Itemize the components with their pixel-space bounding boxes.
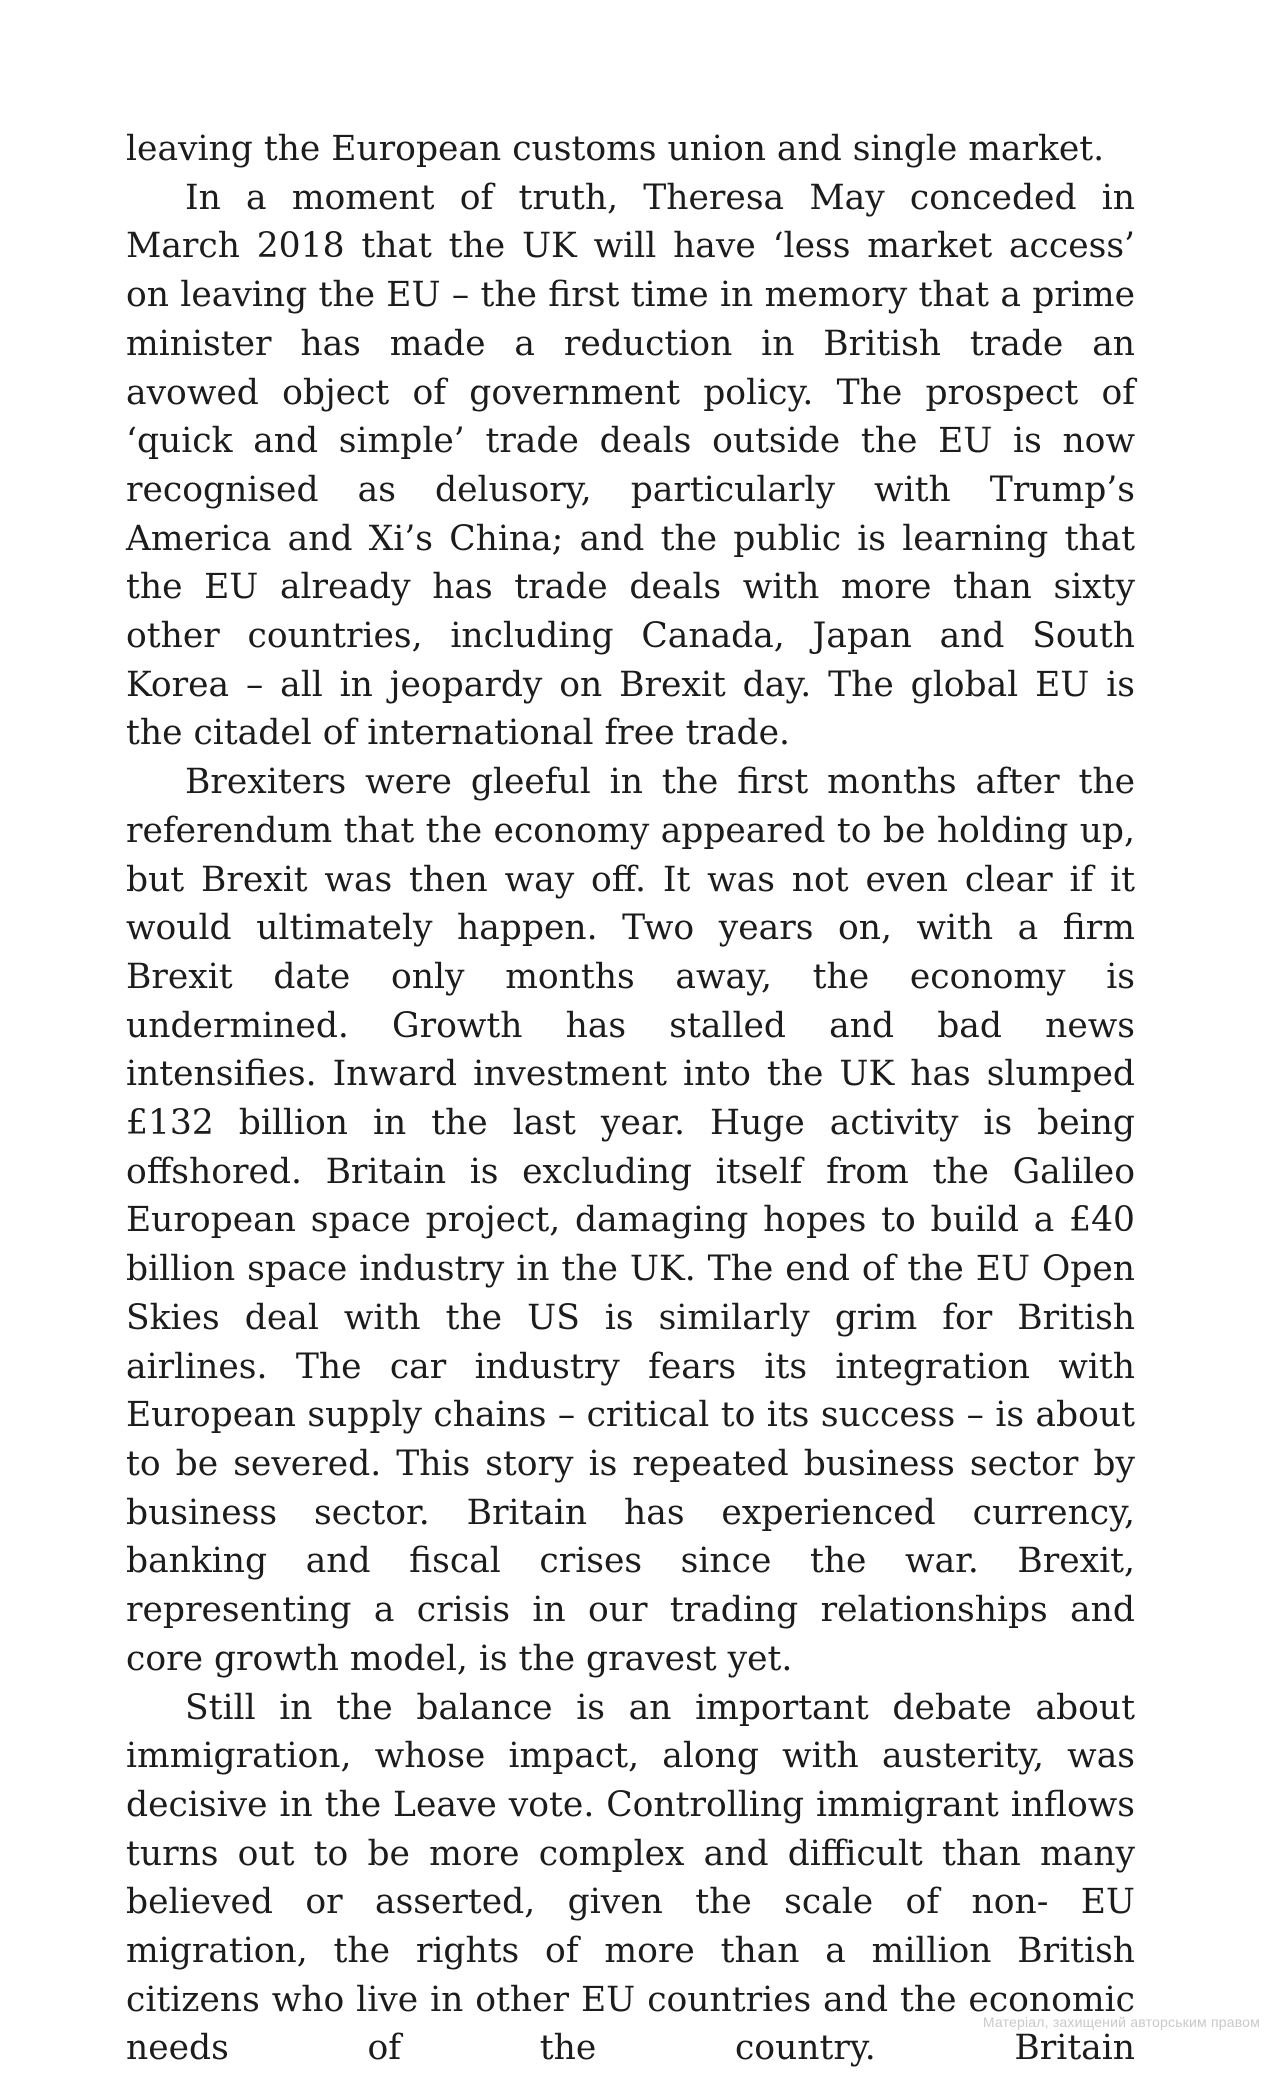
paragraph-market-access: In a moment of truth, Theresa May conceded in March 2018 that the UK will have ‘less market access’ on leaving the EU – the first time in memory that a prime minister has made a reduction in British trade an avowed object of government policy. The prospect of ‘quick and simple’ trade deals outside the EU is now recognised as delusory, particularly with Trump’s America and Xi’s China; and the public is learning that the EU already has trade deals with more than sixty other countries, including Canada, Japan and South Korea – all in jeopardy on Brexit day. The global EU is the citadel of international free trade.	[126, 174, 1135, 758]
paragraph-economy: Brexiters were gleeful in the first months after the referendum that the economy appeared to be holding up, but Brexit was then way off. It was not even clear if it would ultimately happen. Two years on, with a firm Brexit date only months away, the economy is undermined. Growth has stalled and bad news intensifies. Inward investment into the UK has slumped £132 billion in the last year. Huge activity is being offshored. Britain is excluding itself from the Galileo European space project, damaging hopes to build a £40 billion space industry in the UK. The end of the EU Open Skies deal with the US is similarly grim for British airlines. The car industry fears its integration with European supply chains – critical to its success – is about to be severed. This story is repeated business sector by business sector. Britain has experienced currency, banking and fiscal crises since the war. Brexit, representing a crisis in our trading relationships and core growth model, is the gravest yet.	[126, 758, 1135, 1683]
paragraph-continuation: leaving the European customs union and single market.	[126, 125, 1135, 174]
book-page-text	[126, 125, 1135, 2073]
copyright-watermark: Матеріал, захищений авторським правом	[983, 2014, 1260, 2030]
paragraph-immigration: Still in the balance is an important debate about immigration, whose impact, along with austerity, was decisive in the Leave vote. Controlling immigrant inflows turns out to be more complex and difficult than many believed or asserted, given the scale of non- EU migration, the rights of more than a million British citizens who live in other EU countries and the economic needs of the country. Britain	[126, 1684, 1135, 2073]
